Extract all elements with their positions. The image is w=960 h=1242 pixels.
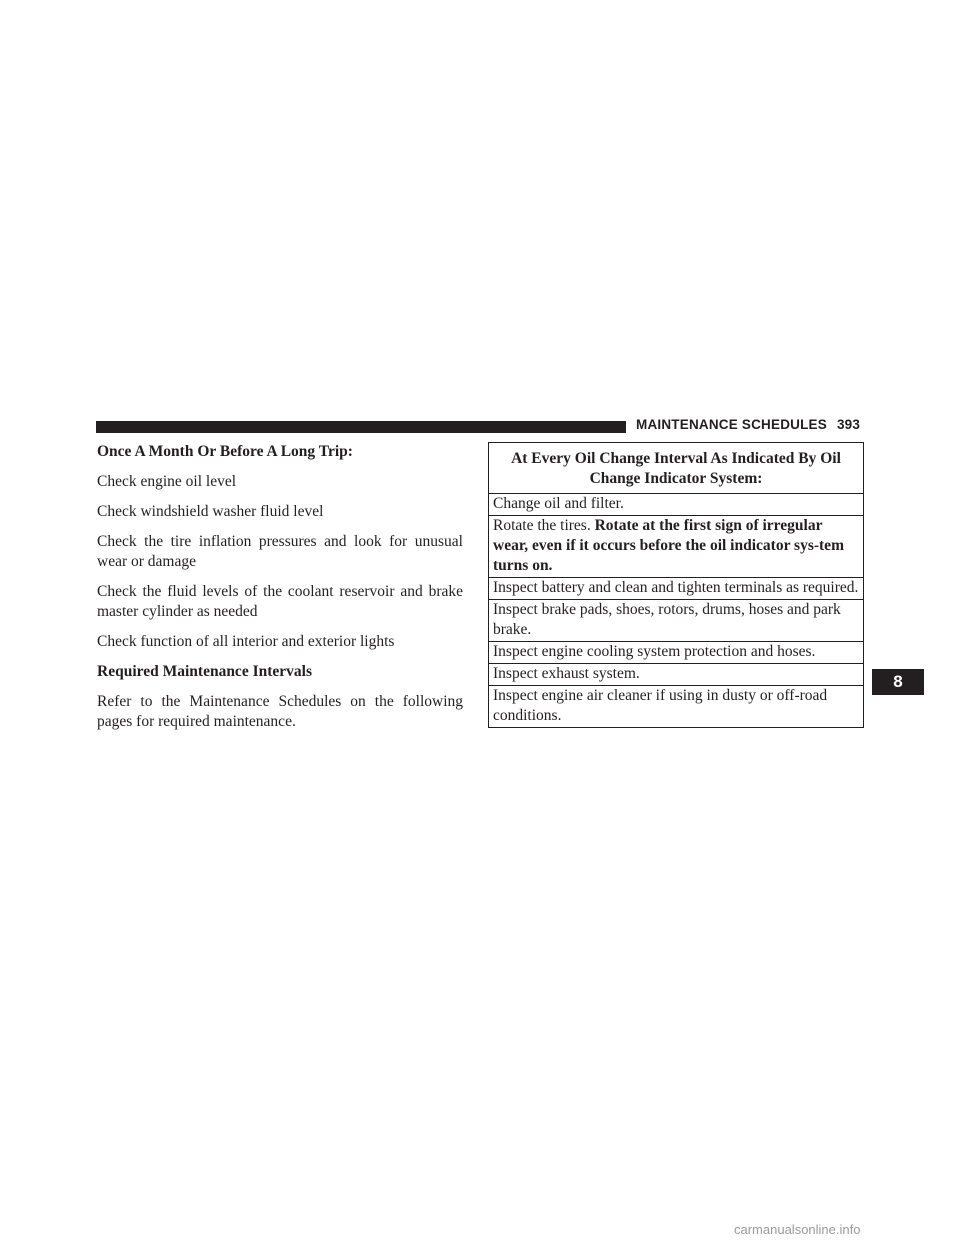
table-cell: Inspect brake pads, shoes, rotors, drums, hoses and park brake. (489, 600, 864, 642)
oil-change-interval-table (488, 442, 864, 728)
table-row (489, 516, 864, 578)
table-row (489, 494, 864, 516)
emphasis-text: Rotate at the first sign of irregular wear, even if it occurs before the oil indicator sys-tem turns on. (493, 517, 844, 574)
paragraph-item: Check the fluid levels of the coolant reservoir and brake master cylinder as needed (97, 583, 463, 620)
paragraph-item: Refer to the Maintenance Schedules on the following pages for required maintenance. (97, 693, 463, 730)
table-row (489, 578, 864, 600)
paragraph-heading-monthly: Once A Month Or Before A Long Trip: (97, 443, 353, 460)
section-title: MAINTENANCE SCHEDULES (636, 417, 827, 432)
paragraph-item: Check windshield washer fluid level (97, 503, 324, 520)
table-header-row (489, 443, 864, 494)
page-number: 393 (836, 417, 861, 432)
table-cell: Inspect engine air cleaner if using in dusty or off-road conditions. (489, 686, 864, 728)
table-cell: Inspect engine cooling system protection and hoses. (489, 642, 864, 664)
table-cell: Inspect exhaust system. (489, 664, 864, 686)
paragraph-item: Check the tire inflation pressures and look for unusual wear or damage (97, 533, 463, 570)
table-cell: Rotate the tires. Rotate at the first sign of irregular wear, even if it occurs before the oil indicator sys-tem turns on. (489, 516, 864, 578)
left-column (97, 442, 463, 742)
paragraph-heading-intervals: Required Maintenance Intervals (97, 663, 312, 680)
table-row (489, 686, 864, 728)
chapter-tab: 8 (872, 669, 924, 695)
table-row (489, 664, 864, 686)
running-header (636, 417, 860, 432)
table-cell: Change oil and filter. (489, 494, 864, 516)
table-row (489, 642, 864, 664)
paragraph-item: Check function of all interior and exterior lights (97, 633, 395, 650)
table-heading: At Every Oil Change Interval As Indicated By Oil Change Indicator System: (489, 443, 864, 494)
table-cell: Inspect battery and clean and tighten terminals as required. (489, 578, 864, 600)
table-row (489, 600, 864, 642)
paragraph-item: Check engine oil level (97, 473, 237, 490)
watermark: carmanualsonline.info (734, 1222, 861, 1237)
header-rule (96, 421, 626, 433)
